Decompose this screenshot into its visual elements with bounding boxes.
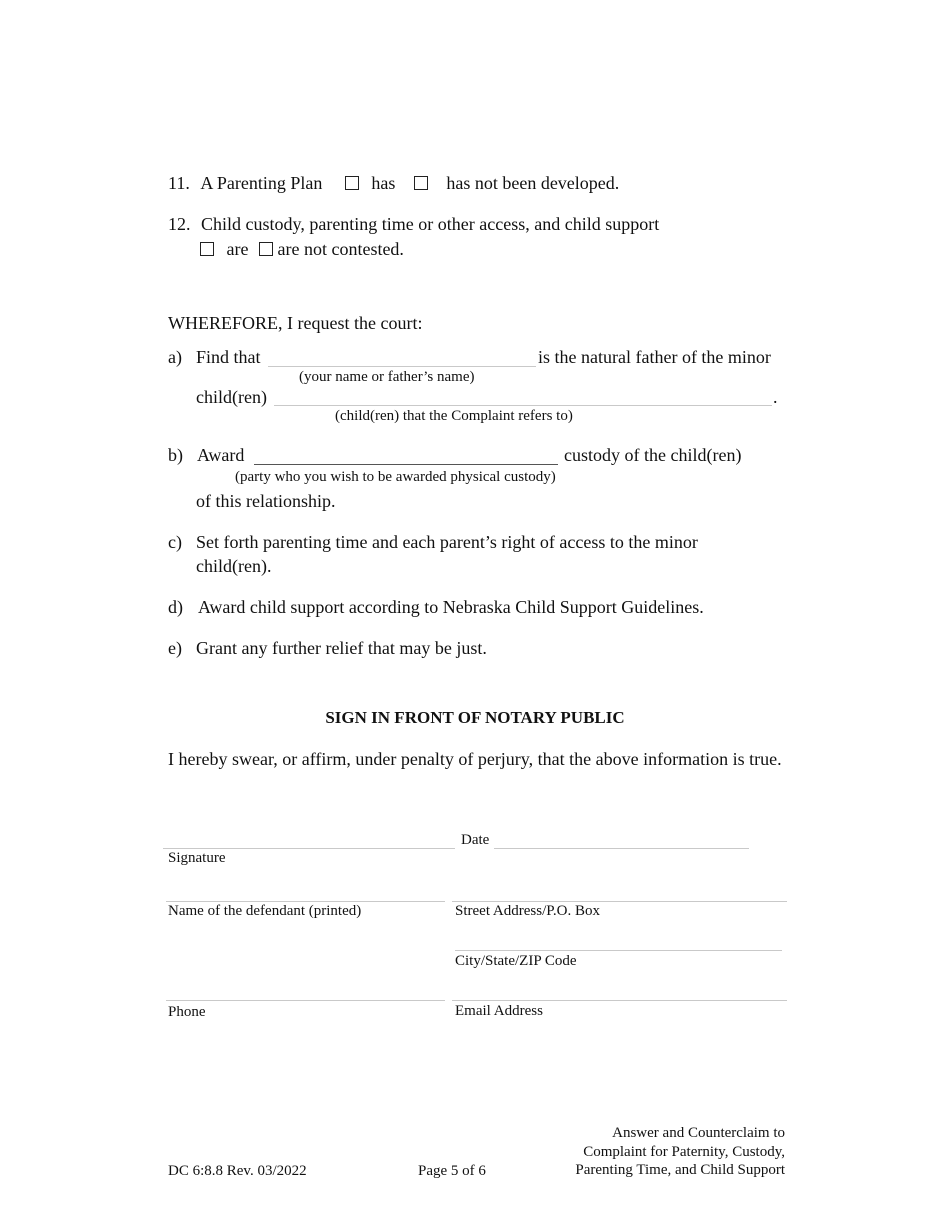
request-b-relationship: of this relationship.: [196, 491, 336, 511]
request-d-letter: d): [168, 597, 183, 617]
email-field[interactable]: [452, 1000, 787, 1001]
defendant-name-field[interactable]: [166, 901, 445, 902]
request-a-children-label: child(ren): [196, 387, 267, 407]
contested-are-not-label: are not contested.: [277, 239, 404, 259]
request-b-award: Award: [197, 445, 245, 465]
item-12-options: [200, 239, 404, 260]
request-c-line1: Set forth parenting time and each parent’s right of access to the minor: [196, 532, 698, 552]
request-a-find-that: Find that: [196, 347, 261, 367]
request-c-line2: child(ren).: [196, 556, 272, 576]
phone-label: Phone: [168, 1004, 206, 1020]
request-b-custody: custody of the child(ren): [564, 445, 742, 465]
item-11: [168, 173, 619, 194]
date-label: Date: [461, 832, 490, 848]
item-12: [168, 214, 659, 235]
city-state-zip-field[interactable]: [455, 950, 782, 951]
children-names-caption: (child(ren) that the Complaint refers to): [335, 408, 573, 424]
street-address-label: Street Address/P.O. Box: [455, 903, 601, 919]
contested-are-not-checkbox[interactable]: [259, 242, 273, 256]
custody-party-caption: (party who you wish to be awarded physical custody): [235, 469, 556, 485]
footer-title-line3: Parenting Time, and Child Support: [575, 1162, 785, 1178]
footer-page-number: Page 5 of 6: [418, 1163, 486, 1179]
request-b-letter: b): [168, 445, 183, 465]
parenting-plan-has-not-label: has not been developed.: [446, 173, 620, 193]
father-name-field[interactable]: [268, 366, 536, 367]
affirmation-text: I hereby swear, or affirm, under penalty of perjury, that the above information is true.: [168, 749, 782, 769]
footer-title-line1: Answer and Counterclaim to: [612, 1125, 785, 1141]
wherefore-heading: WHEREFORE, I request the court:: [168, 313, 423, 333]
parenting-plan-has-label: has: [371, 173, 396, 193]
children-names-field[interactable]: [274, 405, 772, 406]
request-a-period: .: [773, 387, 778, 407]
request-d-text: Award child support according to Nebraska Child Support Guidelines.: [198, 597, 704, 617]
request-e-text: Grant any further relief that may be just.: [196, 638, 487, 658]
item-11-number: 11.: [168, 173, 190, 193]
contested-are-checkbox[interactable]: [200, 242, 214, 256]
custody-party-field[interactable]: [254, 464, 558, 465]
notary-heading: SIGN IN FRONT OF NOTARY PUBLIC: [325, 708, 625, 727]
city-state-zip-label: City/State/ZIP Code: [455, 953, 577, 969]
parenting-plan-has-checkbox[interactable]: [345, 176, 359, 190]
phone-field[interactable]: [166, 1000, 445, 1001]
request-c-letter: c): [168, 532, 182, 552]
request-a-letter: a): [168, 347, 182, 367]
email-label: Email Address: [455, 1003, 543, 1019]
defendant-name-label: Name of the defendant (printed): [168, 903, 362, 919]
footer-form-id: DC 6:8.8 Rev. 03/2022: [168, 1163, 307, 1179]
item-12-text: Child custody, parenting time or other access, and child support: [201, 214, 660, 234]
signature-label: Signature: [168, 850, 226, 866]
request-a-natural-father: is the natural father of the minor: [538, 347, 771, 367]
father-name-caption: (your name or father’s name): [299, 369, 475, 385]
footer-title: [575, 1124, 785, 1180]
street-address-field[interactable]: [452, 901, 787, 902]
signature-field[interactable]: [163, 848, 455, 849]
request-e-letter: e): [168, 638, 182, 658]
footer-title-line2: Complaint for Paternity, Custody,: [583, 1143, 785, 1160]
item-12-number: 12.: [168, 214, 191, 234]
item-11-lead: A Parenting Plan: [200, 173, 323, 193]
contested-are-label: are: [226, 239, 249, 259]
date-field[interactable]: [494, 848, 749, 849]
parenting-plan-has-not-checkbox[interactable]: [414, 176, 428, 190]
